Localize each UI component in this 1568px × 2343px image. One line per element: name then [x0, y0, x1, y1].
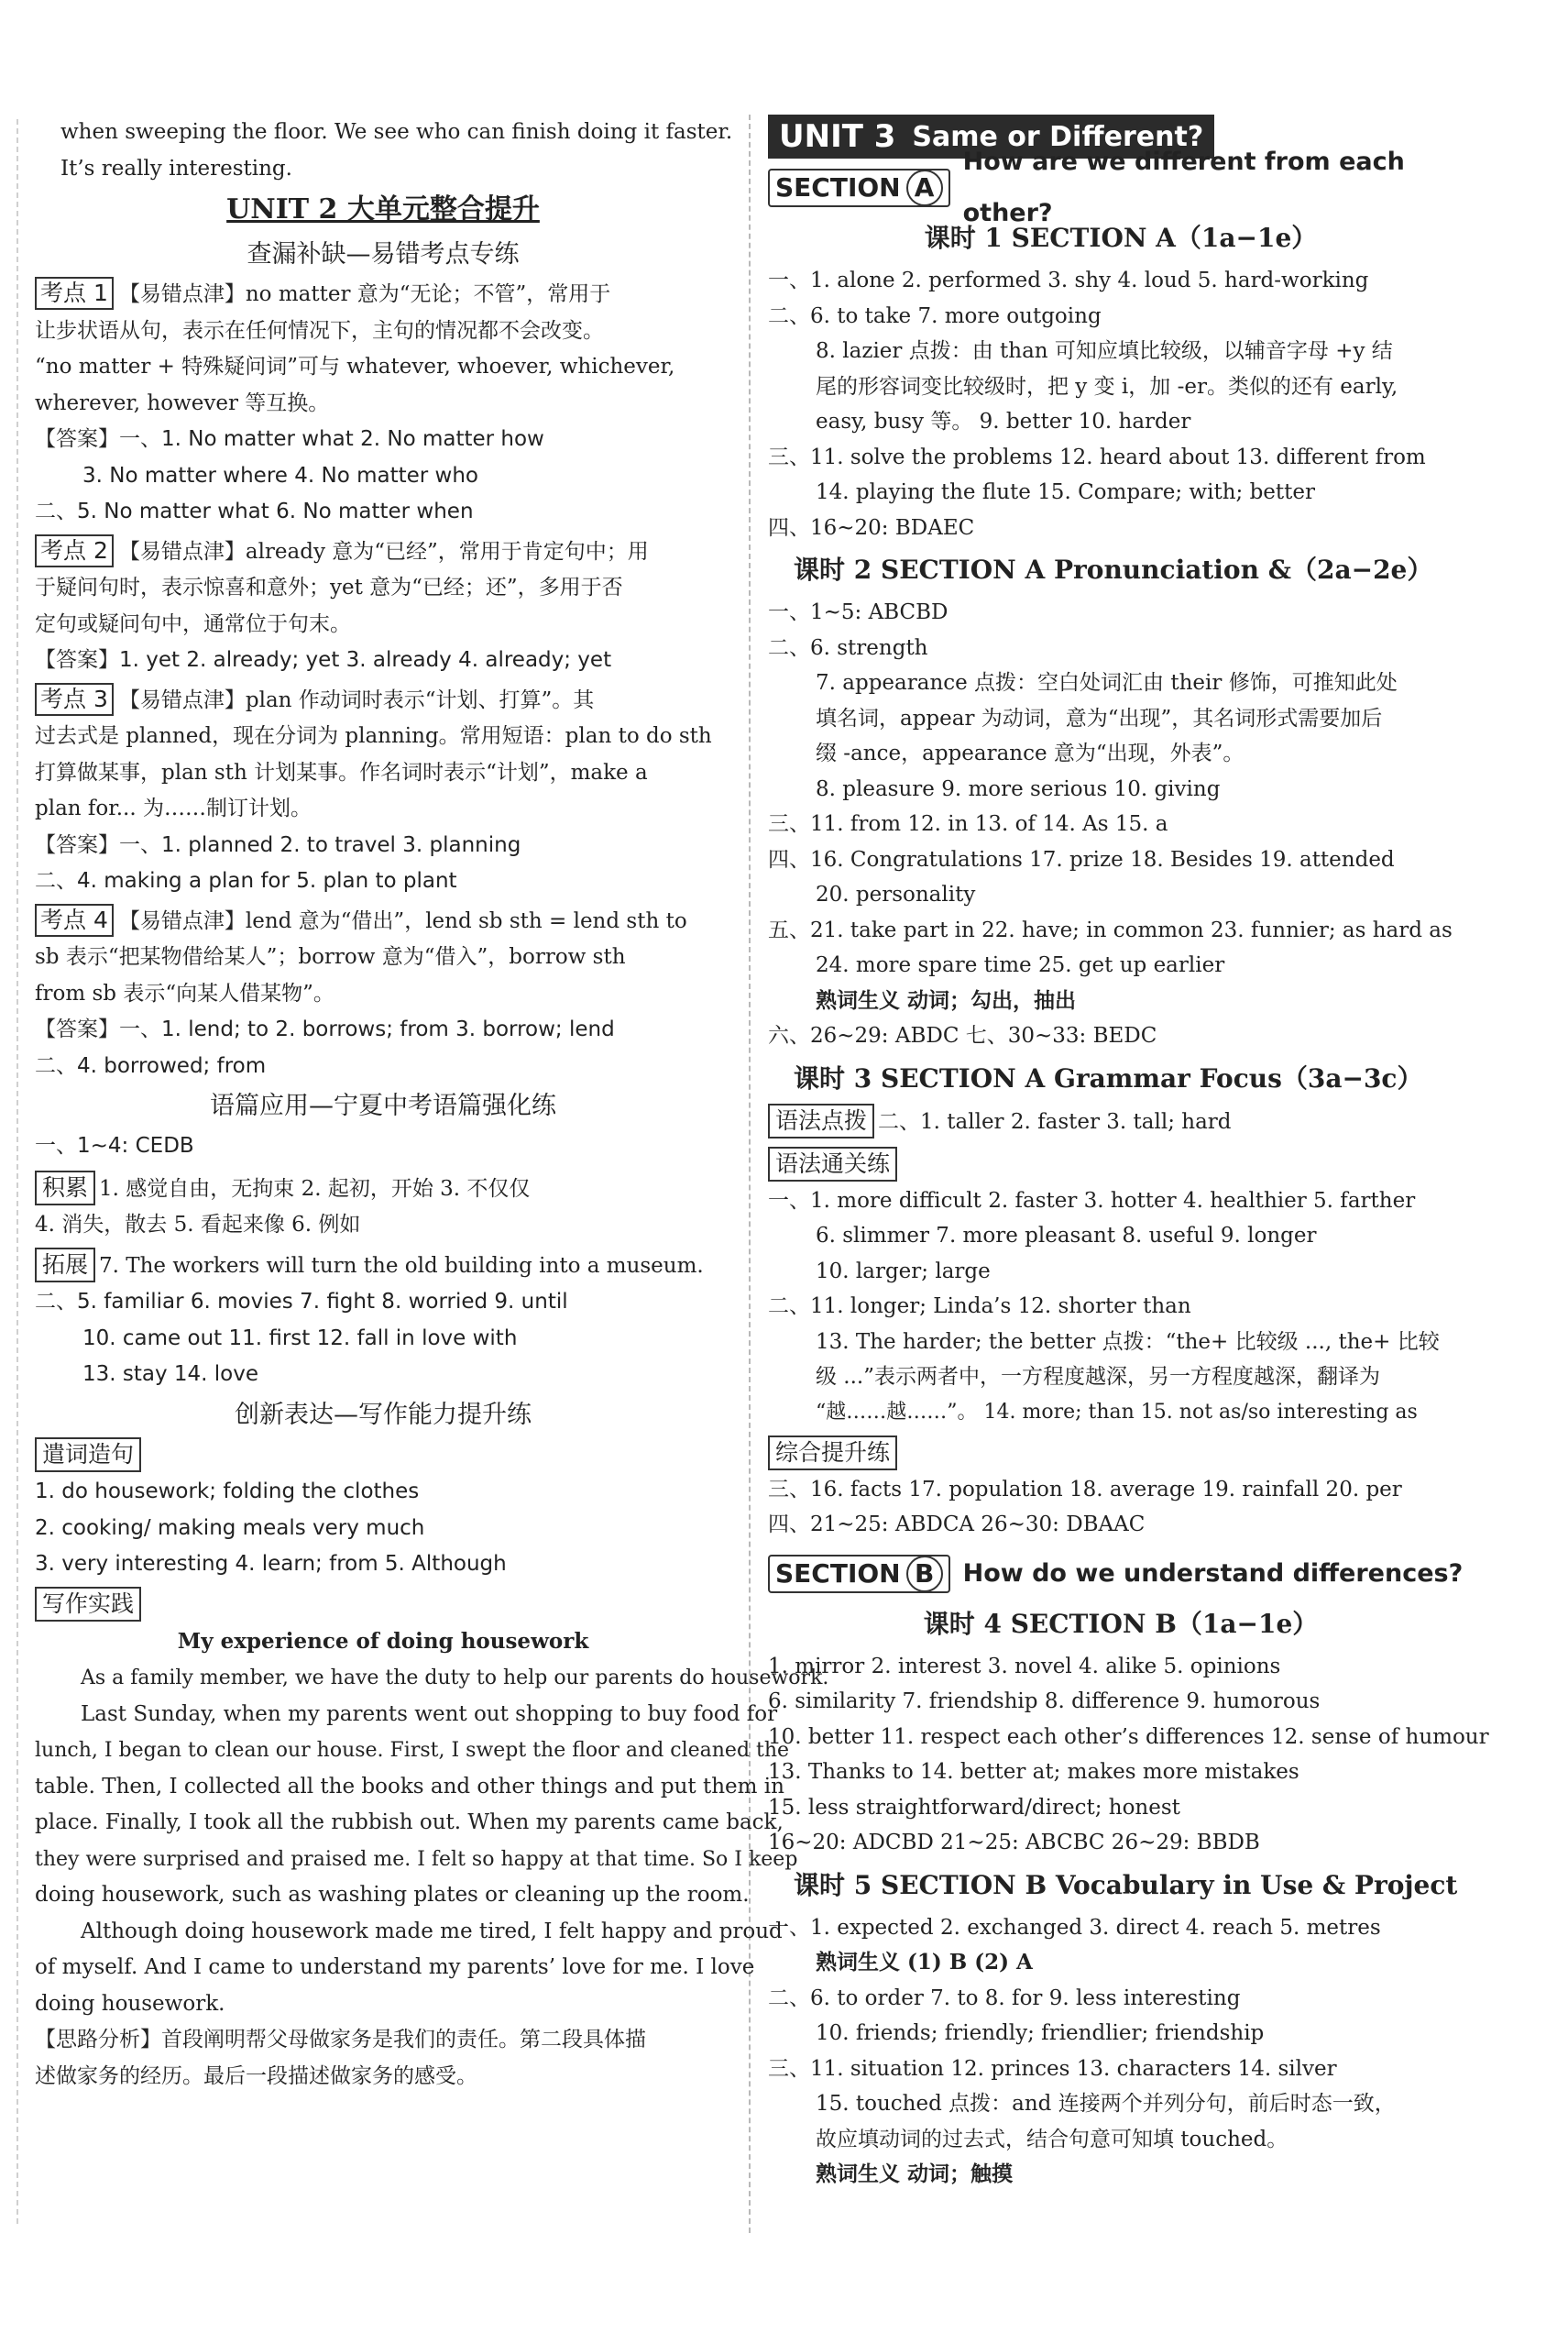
- answer-line: 尾的形容词变比较级时，把 y 变 i，加 -er。类似的还有 early,: [816, 374, 1398, 399]
- kd-text: 打算做某事，plan sth 计划某事。作名词时表示“计划”，make a: [35, 760, 648, 785]
- tongguan-tag: 语法通关练: [768, 1147, 897, 1182]
- essay-line: of myself. And I came to understand my parents’ love for me. I love: [35, 1955, 755, 1979]
- answer-line: 8. lazier 点拨：由 than 可知应填比较级，以辅音字母 +y 结: [816, 339, 1393, 363]
- answer-line: 13. The harder; the better 点拨：“the+ 比较级 ..., the+ 比较: [816, 1329, 1440, 1354]
- answer-line: 六、26~29: ABDC 七、30~33: BEDC: [768, 1024, 1157, 1048]
- answer-line: 二、11. longer; Linda’s 12. shorter than: [768, 1294, 1191, 1318]
- answer-line: easy, busy 等。 9. better 10. harder: [816, 410, 1191, 434]
- essay-line: table. Then, I collected all the books and other things and put them in: [35, 1774, 784, 1798]
- kd-text: 定句或疑问句中，通常位于句末。: [35, 611, 351, 636]
- lesson-1-title: 课时 1 SECTION A（1a−1e）: [924, 223, 1318, 253]
- answer-line: 一、1. alone 2. performed 3. shy 4. loud 5. hard-working: [768, 269, 1369, 292]
- essay-line: they were surprised and praised me. I felt so happy at that time. So I keep: [35, 1847, 798, 1871]
- essay-line: doing housework.: [35, 1991, 225, 2016]
- answer-line: 7. appearance 点拨：空白处词汇由 their 修饰，可推知此处: [816, 671, 1398, 695]
- answer-line: 6. similarity 7. friendship 8. difference 9. humorous: [768, 1689, 1321, 1713]
- answer-line: 一、1. expected 2. exchanged 3. direct 4. reach 5. metres: [768, 1915, 1381, 1940]
- answer-line: 熟词生义 动词；勾出，抽出: [816, 987, 1077, 1013]
- section-b-tag: SECTION B: [768, 1555, 950, 1593]
- kd-text: wherever, however 等互换。: [35, 390, 330, 415]
- answer-line: 二、6. strength: [768, 635, 928, 660]
- kaodian-4-tag: 考点 4: [35, 904, 114, 937]
- kd-text: “no matter + 特殊疑问词”可与 whatever, whoever, whichever,: [35, 355, 675, 379]
- answer-line: 15. touched 点拨：and 连接两个并列分句，前后时态一致，: [816, 2092, 1396, 2116]
- answer-line: 三、16. facts 17. population 18. average 19. rainfall 20. per: [768, 1477, 1402, 1502]
- answer-line: 13. stay 14. love: [82, 1362, 259, 1386]
- answer-line: 三、11. situation 12. princes 13. characters 14. silver: [768, 2056, 1337, 2081]
- answer-line: 二、6. to order 7. to 8. for 9. less interesting: [768, 1986, 1241, 2010]
- answer-line: 二、1. taller 2. faster 3. tall; hard: [878, 1109, 1232, 1134]
- answer-line: 二、6. to take 7. more outgoing: [768, 303, 1102, 328]
- kd-text: 【易错点津】lend 意为“借出”，lend sb sth = lend sth to: [118, 908, 687, 933]
- answer-line: 2. cooking/ making meals very much: [35, 1515, 425, 1540]
- answer-line: “越……越……”。 14. more; than 15. not as/so interesting as: [816, 1400, 1418, 1424]
- kd-text: plan for... 为……制订计划。: [35, 797, 312, 820]
- tuozhan-text: 7. The workers will turn the old building into a museum.: [99, 1253, 704, 1278]
- essay-line: place. Finally, I took all the rubbish out. When my parents came back,: [35, 1810, 784, 1834]
- answer-line: 24. more spare time 25. get up earlier: [816, 953, 1225, 977]
- section-b-header: [768, 1548, 1474, 1600]
- kd-text: 【易错点津】plan 作动词时表示“计划、打算”。其: [118, 688, 595, 712]
- answer-line: 8. pleasure 9. more serious 10. giving: [816, 776, 1221, 801]
- answer-line: 10. better 11. respect each other’s differences 12. sense of humour: [768, 1724, 1489, 1749]
- essay-line: Although doing housework made me tired, I felt happy and proud: [81, 1919, 783, 1943]
- section-letter-b: B: [906, 1556, 943, 1592]
- page-bottom-margin: [0, 2279, 1568, 2343]
- section-heading: 查漏补缺—易错考点专练: [247, 240, 520, 269]
- answer-line: 三、11. from 12. in 13. of 14. As 15. a: [768, 812, 1168, 836]
- answer-line: 【答案】1. yet 2. already; yet 3. already 4. already; yet: [35, 648, 612, 672]
- section-b-question: How do we understand differences?: [962, 1558, 1464, 1588]
- lesson-5-title: 课时 5 SECTION B Vocabulary in Use & Project: [794, 1869, 1458, 1900]
- kd-text: from sb 表示“向某人借某物”。: [35, 981, 334, 1006]
- essay-line: As a family member, we have the duty to help our parents do housework.: [81, 1666, 829, 1689]
- answer-line: 6. slimmer 7. more pleasant 8. useful 9. longer: [816, 1224, 1317, 1248]
- lesson-2-title: 课时 2 SECTION A Pronunciation &（2a−2e）: [794, 555, 1433, 585]
- answer-line: 缀 -ance，appearance 意为“出现，外表”。: [816, 742, 1245, 765]
- kd-text: 【易错点津】no matter 意为“无论；不管”，常用于: [118, 282, 611, 306]
- analysis-line: 述做家务的经历。最后一段描述做家务的感受。: [35, 2063, 477, 2088]
- section-heading: 语篇应用—宁夏中考语篇强化练: [210, 1092, 556, 1120]
- answer-line: 二、5. No matter what 6. No matter when: [35, 500, 474, 523]
- answer-line: 二、4. borrowed; from: [35, 1053, 267, 1078]
- answer-line: 10. came out 11. first 12. fall in love with: [82, 1326, 518, 1350]
- answer-line: 熟词生义 (1) B (2) A: [816, 1950, 1033, 1974]
- answer-line: 14. playing the flute 15. Compare; with; better: [816, 480, 1316, 504]
- essay-line: doing housework, such as washing plates or cleaning up the room.: [35, 1883, 750, 1907]
- kaodian-1-tag: 考点 1: [35, 277, 114, 310]
- section-a-header: [768, 148, 1474, 227]
- answer-line: 故应填动词的过去式，结合句意可知填 touched。: [816, 2127, 1288, 2151]
- analysis-line: 【思路分析】首段阐明帮父母做家务是我们的责任。第二段具体描: [35, 2028, 646, 2052]
- answer-line: 1. mirror 2. interest 3. novel 4. alike 5. opinions: [768, 1654, 1281, 1678]
- answer-line: 10. friends; friendly; friendlier; friendship: [816, 2021, 1265, 2045]
- kd-text: 让步状语从句，表示在任何情况下，主句的情况都不会改变。: [35, 318, 604, 343]
- qianci-tag: 遣词造句: [35, 1437, 141, 1472]
- answer-line: 1. do housework; folding the clothes: [35, 1480, 420, 1503]
- answer-line: 【答案】一、1. No matter what 2. No matter how: [35, 427, 544, 451]
- answer-line: 13. Thanks to 14. better at; makes more mistakes: [768, 1760, 1299, 1784]
- xiezuo-tag: 写作实践: [35, 1587, 141, 1622]
- answer-line: 10. larger; large: [816, 1259, 991, 1283]
- answer-line: 熟词生义 动词；触摸: [816, 2162, 1014, 2186]
- left-margin-dashes: [16, 119, 18, 2224]
- section-a-tag: SECTION A: [768, 169, 950, 207]
- zonghe-tag: 综合提升练: [768, 1436, 897, 1470]
- kaodian-3-tag: 考点 3: [35, 683, 114, 716]
- answer-line: 级 ...”表示两者中，一方程度越深，另一方程度越深，翻译为: [816, 1365, 1381, 1389]
- answer-line: 一、1~4: CEDB: [35, 1134, 194, 1158]
- answer-line: 3. very interesting 4. learn; from 5. Although: [35, 1552, 507, 1576]
- kaodian-2-tag: 考点 2: [35, 534, 114, 567]
- essay-line: lunch, I began to clean our house. First, I swept the floor and cleaned the: [35, 1739, 790, 1762]
- answer-line: 【答案】一、1. lend; to 2. borrows; from 3. borrow; lend: [35, 1018, 615, 1041]
- answer-line: 【答案】一、1. planned 2. to travel 3. planning: [35, 832, 521, 857]
- unit-label: UNIT 3: [779, 118, 896, 155]
- unit2-title: UNIT 2 大单元整合提升: [226, 193, 540, 226]
- essay-title: My experience of doing housework: [177, 1629, 589, 1654]
- answer-line: 填名词，appear 为动词，意为“出现”，其名词形式需要加后: [816, 706, 1383, 731]
- section-heading: 创新表达—写作能力提升练: [235, 1400, 532, 1429]
- kd-text: sb 表示“把某物借给某人”；borrow 意为“借入”，borrow sth: [35, 945, 626, 969]
- answer-line: 20. personality: [816, 883, 976, 907]
- kd-text: 【易错点津】already 意为“已经”，常用于肯定句中；用: [118, 539, 649, 564]
- answer-line: 二、4. making a plan for 5. plan to plant: [35, 869, 457, 893]
- section-letter-a: A: [906, 170, 943, 206]
- essay-line: Last Sunday, when my parents went out shopping to buy food for: [81, 1701, 778, 1726]
- intro-line: when sweeping the floor. We see who can finish doing it faster.: [60, 120, 733, 144]
- answer-line: 四、16. Congratulations 17. prize 18. Besides 19. attended: [768, 847, 1395, 872]
- intro-line: It’s really interesting.: [60, 156, 292, 181]
- lesson-3-title: 课时 3 SECTION A Grammar Focus（3a−3c）: [794, 1062, 1423, 1094]
- answer-line: 二、5. familiar 6. movies 7. fight 8. worried 9. until: [35, 1290, 568, 1314]
- answer-line: 四、16~20: BDAEC: [768, 515, 975, 540]
- answer-line: 一、1. more difficult 2. faster 3. hotter 4. healthier 5. farther: [768, 1188, 1416, 1213]
- yufa-tag: 语法点拨: [768, 1104, 874, 1138]
- right-column: [768, 115, 1489, 2193]
- answer-line: 15. less straightforward/direct; honest: [768, 1795, 1180, 1820]
- answer-line: 16~20: ADCBD 21~25: ABCBC 26~29: BBDB: [768, 1831, 1260, 1854]
- tuozhan-tag: 拓展: [35, 1248, 95, 1282]
- jilei-tag: 积累: [35, 1171, 95, 1205]
- answer-line: 三、11. solve the problems 12. heard about 13. different from: [768, 445, 1426, 469]
- answer-line: 一、1~5: ABCBD: [768, 600, 948, 624]
- kd-text: 于疑问句时，表示惊喜和意外；yet 意为“已经；还”，多用于否: [35, 576, 623, 600]
- answer-line: 3. No matter where 4. No matter who: [82, 463, 479, 488]
- kd-text: 过去式是 planned，现在分词为 planning。常用短语：plan to do sth: [35, 724, 712, 748]
- jilei-text: 1. 感觉自由，无拘束 2. 起初，开始 3. 不仅仅: [99, 1176, 531, 1201]
- answer-line: 五、21. take part in 22. have; in common 23. funnier; as hard as: [768, 918, 1453, 942]
- unit-name: Same or Different?: [912, 120, 1204, 153]
- answer-line: 四、21~25: ABDCA 26~30: DBAAC: [768, 1512, 1146, 1536]
- jilei-text: 4. 消失，散去 5. 看起来像 6. 例如: [35, 1213, 361, 1237]
- lesson-4-title: 课时 4 SECTION B（1a−1e）: [923, 1608, 1319, 1639]
- section-a-question: How are we different from each other?: [962, 148, 1405, 227]
